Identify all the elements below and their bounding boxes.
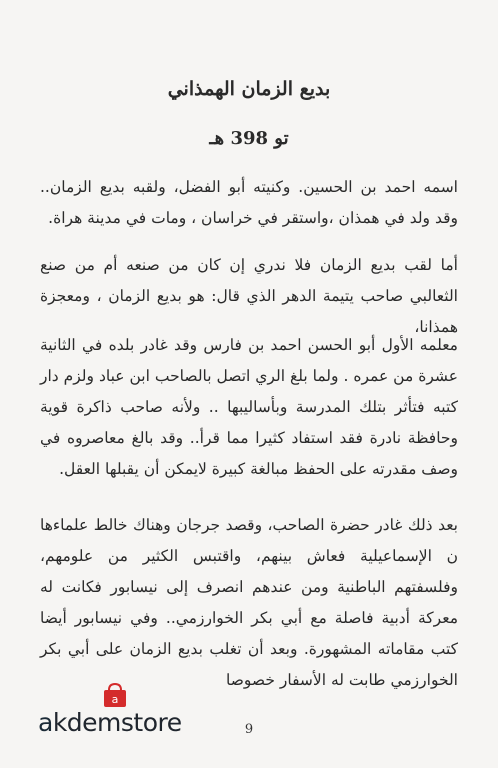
paragraph-2: أما لقب بديع الزمان فلا ندري إن كان من صنعه أم من صنع الثعالبي صاحب يتيمة الدهر الذي قال: هو بديع الزمان ، ومعجزة همذانا، — [40, 256, 458, 336]
akdemstore-logo — [38, 682, 208, 742]
paragraph-4: بعد ذلك غادر حضرة الصاحب، وقصد جرجان وهناك خالط علماءها ن الإسماعيلية فعاش بينهم، واقتبس الكثير من علومهم، وفلسفتهم الباطنية ومن عندهم انصرف إلى نيسابور فكانت له معركة أدبية فاصلة مع أبي بكر الخوارزمي.. وفي نيسابور أيضا كتب مقاماته المشهورة. وبعد أن تغلب بديع الزمان على أبي بكر الخوارزمي طابت له الأسفار خصوصا — [40, 516, 458, 689]
logo-text — [38, 708, 182, 737]
paragraph-3: معلمه الأول أبو الحسن احمد بن فارس وقد غادر بلده في الثانية عشرة من عمره . ولما بلغ الري اتصل بالصاحب ابن عباد ولزم دار كتبه فتأثر بتلك المدرسة وبأساليبها .. ولأنه صاحب ذاكرة قوية وحافظة نادرة فقد استفاد كثيرا مما قرأ.. وقد بالغ معاصروه في وصف مقدرته على الحفظ مبالغة كبيرة لايمكن أن يقبلها العقل. — [40, 336, 458, 478]
logo-text-a: a — [38, 708, 53, 737]
shopping-bag-icon — [100, 682, 130, 708]
logo-text-rest: kdemstore — [52, 708, 182, 737]
death-year: تو 398 هـ — [209, 128, 289, 149]
paragraph-1: اسمه احمد بن الحسين. وكنيته أبو الفضل، ولقبه بديع الزمان.. وقد ولد في همذان ،واستقر في خراسان ، ومات في مدينة هراة. — [40, 178, 458, 227]
page-number: 9 — [244, 722, 254, 737]
chapter-title: بديع الزمان الهمذاني — [167, 78, 331, 100]
svg-text:a: a — [111, 693, 119, 706]
